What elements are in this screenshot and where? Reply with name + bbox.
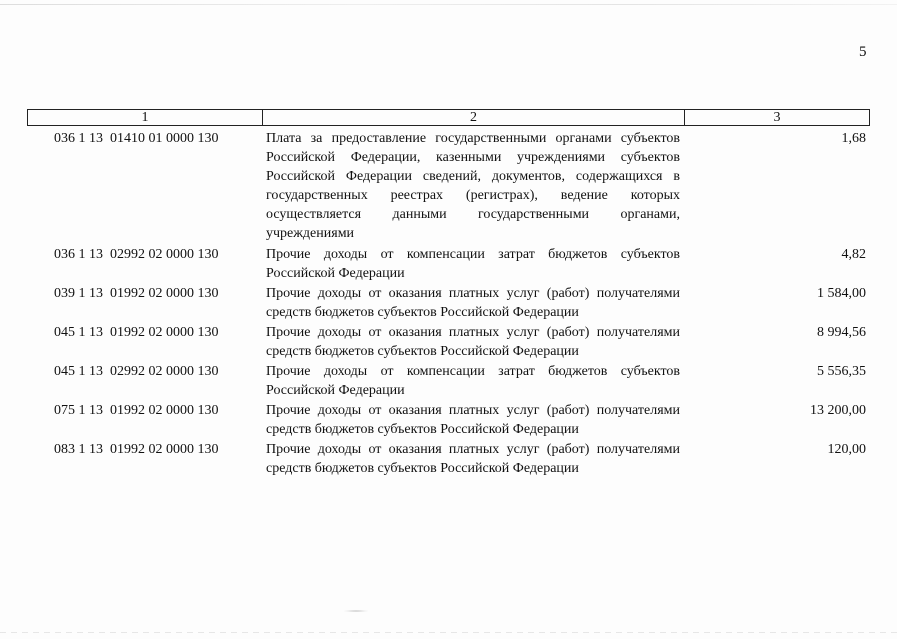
revenue-description: Прочие доходы от оказания платных услуг (работ) получателями средств бюджетов субъектов Российской Федерации — [266, 286, 680, 320]
scan-edge-top — [0, 4, 897, 5]
column-header-amount: 3 — [773, 110, 781, 125]
revenue-amount: 1,68 — [841, 131, 866, 146]
table-row — [27, 323, 870, 361]
revenue-description: Плата за предоставление государственными органами субъектов Российской Федерации, казенными учреждениями субъектов Российской Федерации сведений, документов, содержащихся в государственных реестрах (регистрах), ведение которых осуществляется данными государственными органами, учреждениями — [266, 131, 680, 241]
page-number: 5 — [859, 44, 867, 60]
revenue-description: Прочие доходы от оказания платных услуг (работ) получателями средств бюджетов субъектов Российской Федерации — [266, 325, 680, 359]
column-header-code: 1 — [28, 110, 263, 125]
revenue-amount: 8 994,56 — [817, 325, 866, 340]
revenue-amount: 4,82 — [841, 247, 866, 262]
table-row — [27, 284, 870, 322]
scan-artifact — [343, 610, 369, 612]
revenue-amount: 13 200,00 — [810, 403, 866, 418]
revenue-description: Прочие доходы от компенсации затрат бюджетов субъектов Российской Федерации — [266, 247, 680, 281]
revenue-amount: 120,00 — [827, 442, 866, 457]
table-row — [27, 245, 870, 283]
revenue-code: 075 1 13 01992 02 0000 130 — [54, 403, 219, 418]
revenue-code: 045 1 13 01992 02 0000 130 — [54, 325, 219, 340]
table-row — [27, 362, 870, 400]
table-header — [27, 109, 870, 126]
revenue-code: 036 1 13 02992 02 0000 130 — [54, 247, 219, 262]
budget-revenue-table — [27, 109, 870, 478]
revenue-code: 036 1 13 01410 01 0000 130 — [54, 131, 219, 146]
revenue-description: Прочие доходы от оказания платных услуг (работ) получателями средств бюджетов субъектов Российской Федерации — [266, 442, 680, 476]
revenue-amount: 5 556,35 — [817, 364, 866, 379]
scan-edge-bottom — [0, 632, 897, 633]
revenue-code: 039 1 13 01992 02 0000 130 — [54, 286, 219, 301]
revenue-description: Прочие доходы от компенсации затрат бюджетов субъектов Российской Федерации — [266, 364, 680, 398]
revenue-description: Прочие доходы от оказания платных услуг (работ) получателями средств бюджетов субъектов Российской Федерации — [266, 403, 680, 437]
column-header-description: 2 — [263, 110, 685, 125]
table-row — [27, 440, 870, 478]
revenue-amount: 1 584,00 — [817, 286, 866, 301]
table-row — [27, 401, 870, 439]
revenue-code: 045 1 13 02992 02 0000 130 — [54, 364, 219, 379]
table-row — [27, 129, 870, 243]
revenue-code: 083 1 13 01992 02 0000 130 — [54, 442, 219, 457]
